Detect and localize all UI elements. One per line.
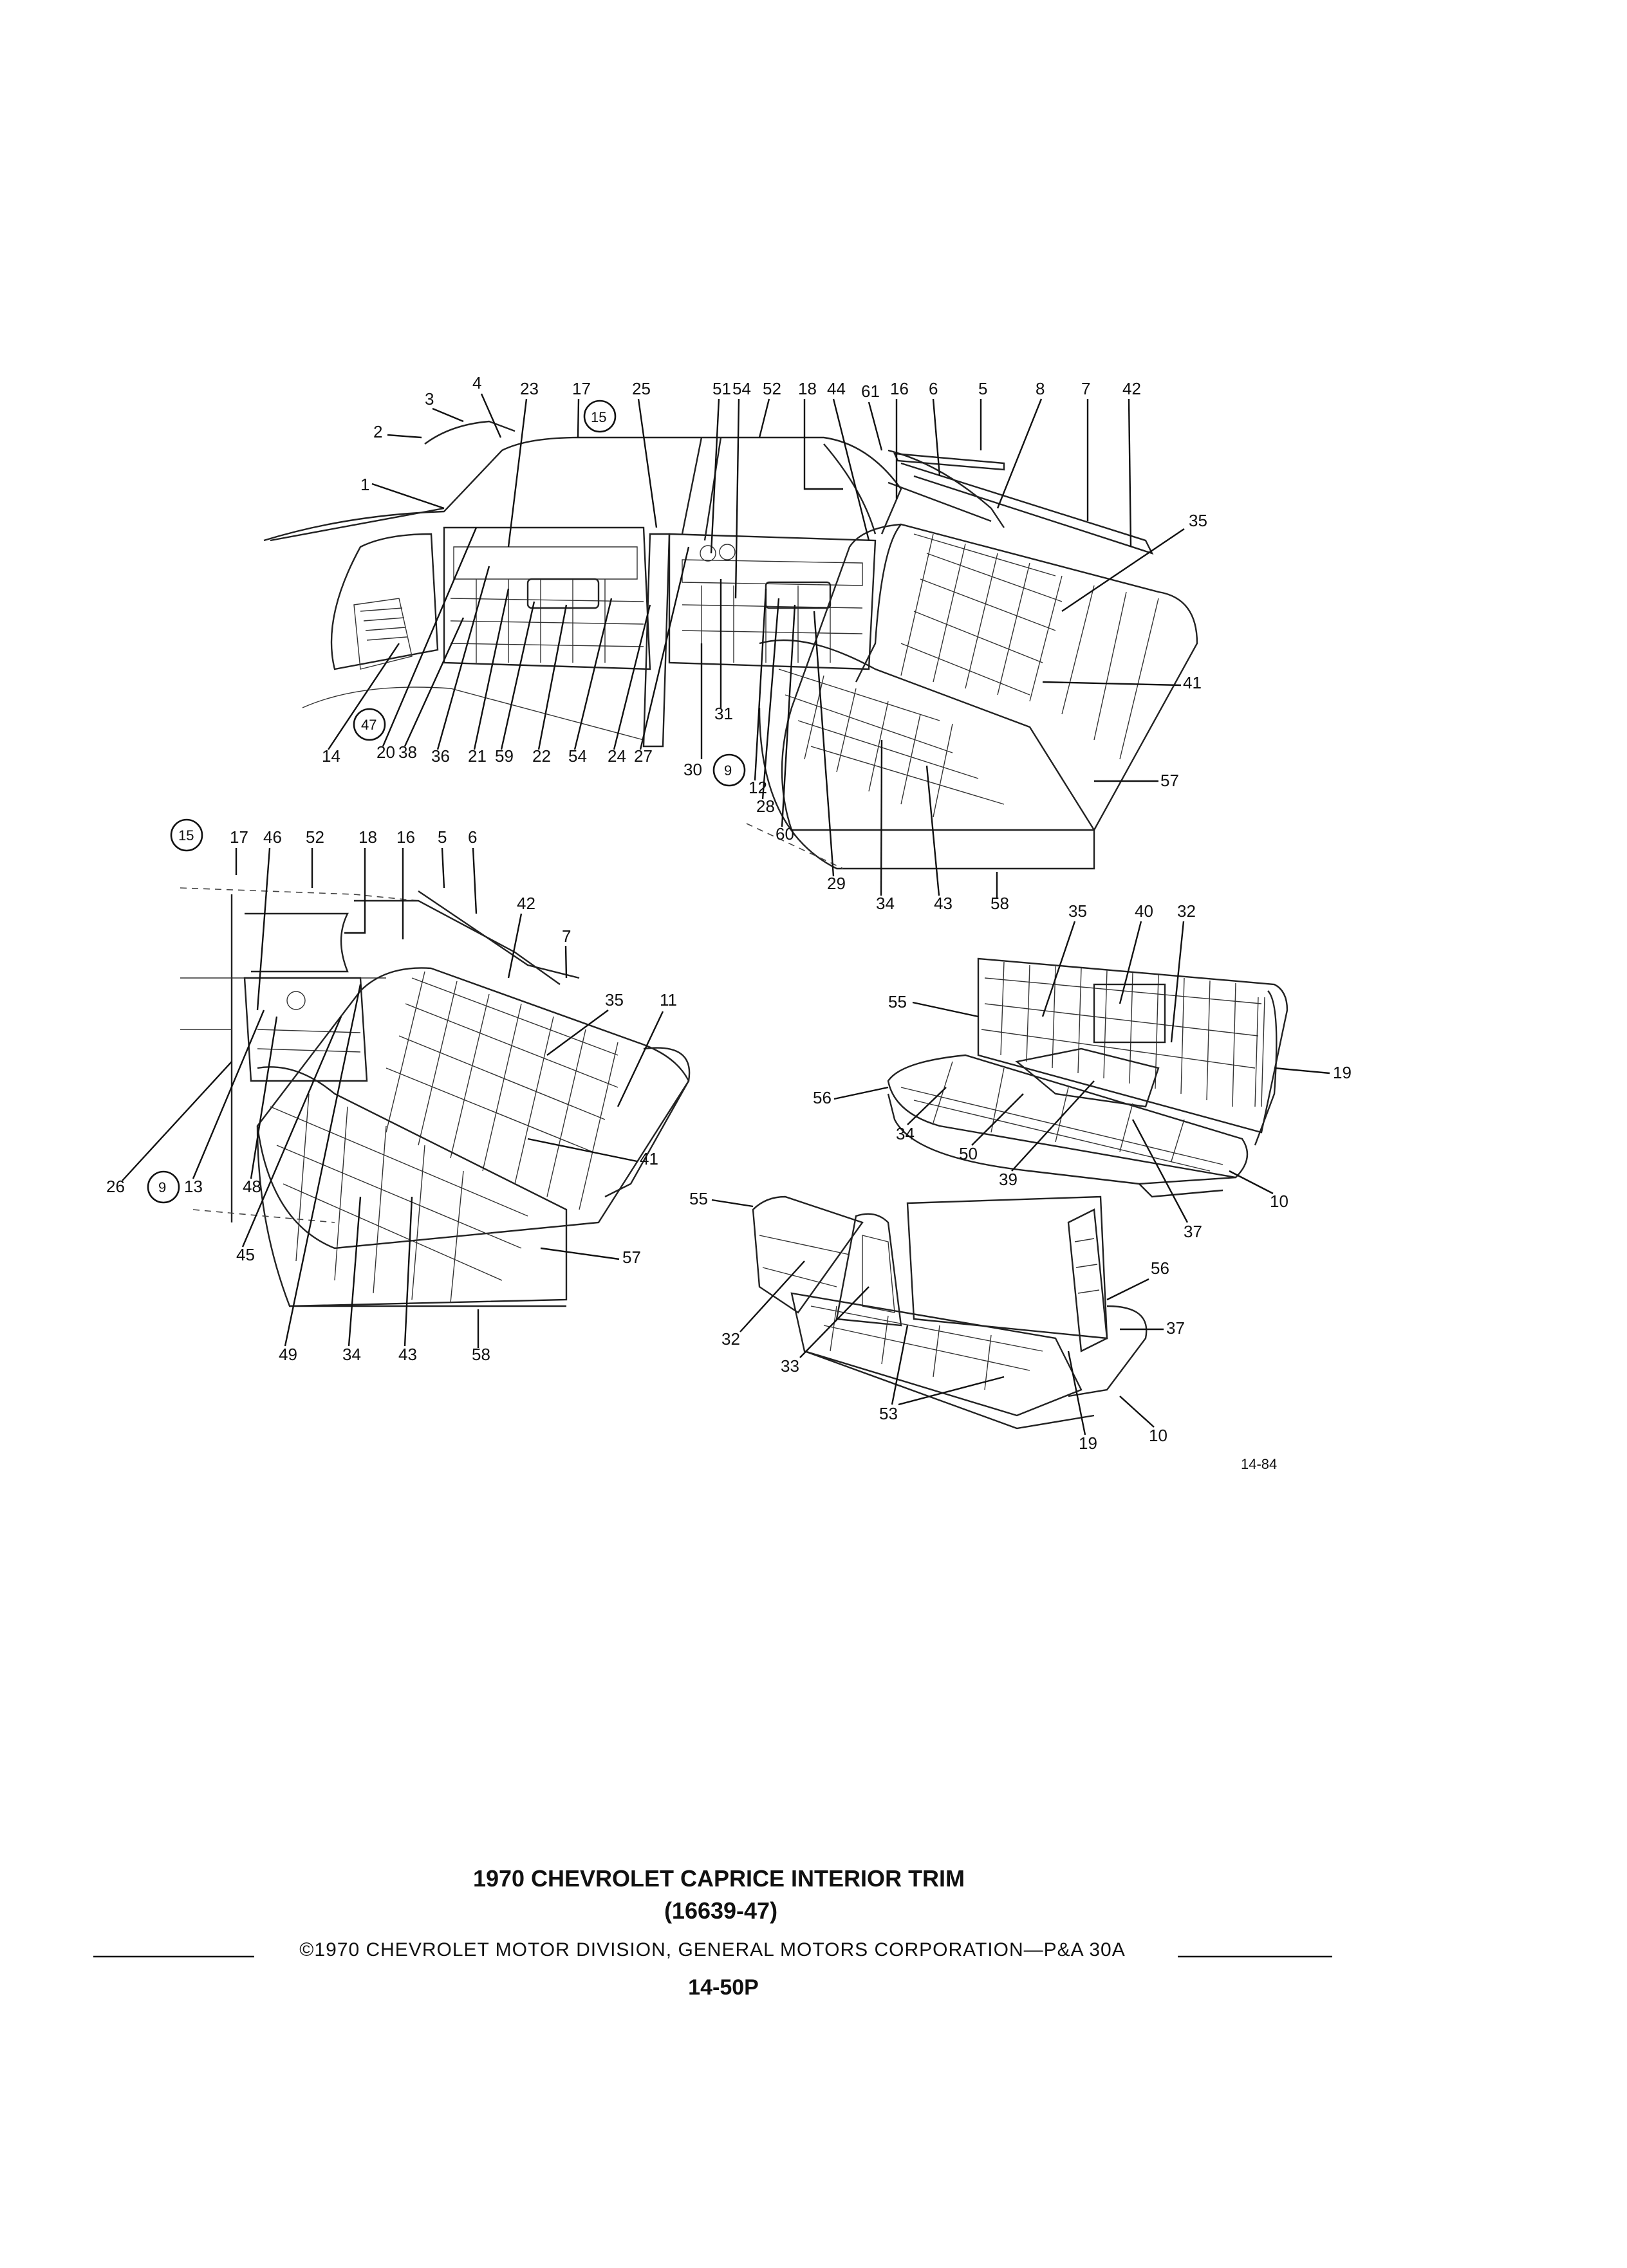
svg-text:48: 48	[243, 1177, 261, 1196]
svg-text:40: 40	[1135, 901, 1153, 921]
svg-text:49: 49	[279, 1345, 297, 1364]
svg-text:39: 39	[999, 1170, 1018, 1189]
svg-text:52: 52	[763, 379, 781, 398]
svg-text:53: 53	[879, 1404, 898, 1423]
svg-text:18: 18	[798, 379, 817, 398]
svg-text:10: 10	[1149, 1426, 1167, 1445]
svg-text:5: 5	[438, 827, 447, 847]
svg-text:1: 1	[360, 475, 370, 494]
svg-text:7: 7	[562, 927, 572, 946]
svg-text:44: 44	[827, 379, 846, 398]
svg-text:6: 6	[929, 379, 938, 398]
svg-text:34: 34	[342, 1345, 361, 1364]
svg-text:16: 16	[890, 379, 909, 398]
svg-text:13: 13	[184, 1177, 203, 1196]
svg-text:18: 18	[358, 827, 377, 847]
svg-text:58: 58	[472, 1345, 490, 1364]
svg-text:54: 54	[732, 379, 751, 398]
svg-text:37: 37	[1166, 1318, 1185, 1338]
svg-text:59: 59	[495, 746, 514, 766]
svg-text:37: 37	[1184, 1222, 1202, 1241]
svg-text:33: 33	[781, 1356, 799, 1376]
svg-text:50: 50	[959, 1144, 978, 1163]
svg-text:36: 36	[431, 746, 450, 766]
svg-text:51: 51	[712, 379, 731, 398]
lower-right-callouts	[813, 901, 1352, 1241]
svg-text:28: 28	[756, 797, 775, 816]
svg-text:3: 3	[425, 389, 434, 409]
svg-text:10: 10	[1270, 1192, 1288, 1211]
svg-text:19: 19	[1333, 1063, 1352, 1082]
upper-interior-view	[264, 421, 1197, 869]
svg-text:57: 57	[622, 1248, 641, 1267]
svg-text:46: 46	[263, 827, 282, 847]
svg-text:34: 34	[896, 1124, 915, 1143]
svg-text:7: 7	[1081, 379, 1091, 398]
svg-text:56: 56	[1151, 1258, 1169, 1278]
svg-text:8: 8	[1036, 379, 1045, 398]
svg-text:32: 32	[721, 1329, 740, 1349]
svg-text:57: 57	[1160, 771, 1179, 790]
svg-text:42: 42	[517, 894, 535, 913]
svg-text:54: 54	[568, 746, 587, 766]
svg-text:60: 60	[776, 824, 794, 844]
svg-text:5: 5	[978, 379, 988, 398]
svg-text:55: 55	[888, 992, 907, 1011]
svg-text:38: 38	[398, 742, 417, 762]
svg-text:29: 29	[827, 874, 846, 893]
svg-text:23: 23	[520, 379, 539, 398]
svg-text:47: 47	[361, 717, 377, 733]
lower-left-view	[180, 888, 689, 1306]
svg-text:16: 16	[396, 827, 415, 847]
svg-text:25: 25	[632, 379, 651, 398]
svg-text:35: 35	[1068, 901, 1087, 921]
svg-text:35: 35	[1189, 511, 1207, 530]
svg-text:21: 21	[468, 746, 487, 766]
svg-text:15: 15	[591, 409, 607, 425]
svg-text:15: 15	[178, 827, 194, 844]
svg-text:9: 9	[724, 762, 732, 779]
svg-text:24: 24	[608, 746, 626, 766]
svg-text:56: 56	[813, 1088, 832, 1107]
svg-text:26: 26	[106, 1177, 125, 1196]
svg-text:12: 12	[748, 778, 767, 797]
svg-text:31: 31	[714, 704, 733, 723]
svg-text:34: 34	[876, 894, 895, 913]
figure-reference: 14-84	[1241, 1456, 1278, 1472]
svg-text:42: 42	[1122, 379, 1141, 398]
svg-text:35: 35	[605, 990, 624, 1010]
svg-text:41: 41	[640, 1149, 658, 1168]
svg-text:6: 6	[468, 827, 478, 847]
lower-right-view	[888, 959, 1287, 1197]
svg-text:22: 22	[532, 746, 551, 766]
svg-text:20: 20	[377, 742, 395, 762]
svg-text:30: 30	[683, 760, 702, 779]
svg-text:52: 52	[306, 827, 324, 847]
document-title: 1970 CHEVROLET CAPRICE INTERIOR TRIM	[472, 1865, 965, 1892]
model-code: (16639-47)	[664, 1897, 778, 1924]
svg-text:2: 2	[373, 422, 383, 441]
svg-text:43: 43	[934, 894, 953, 913]
svg-text:27: 27	[634, 746, 653, 766]
svg-text:19: 19	[1079, 1434, 1097, 1453]
bottom-right-view	[753, 1197, 1146, 1428]
svg-text:17: 17	[572, 379, 591, 398]
svg-text:32: 32	[1177, 901, 1196, 921]
svg-text:14: 14	[322, 746, 340, 766]
svg-text:11: 11	[660, 990, 677, 1010]
copyright-line: ©1970 CHEVROLET MOTOR DIVISION, GENERAL MOTORS CORPORATION—P&A 30A	[299, 1939, 1126, 1960]
svg-text:41: 41	[1183, 673, 1202, 692]
svg-text:55: 55	[689, 1189, 708, 1208]
svg-text:58: 58	[990, 894, 1009, 913]
svg-text:43: 43	[398, 1345, 417, 1364]
svg-text:45: 45	[236, 1245, 255, 1264]
svg-text:4: 4	[472, 373, 482, 392]
svg-text:9: 9	[158, 1179, 167, 1195]
page-number: 14-50P	[688, 1975, 759, 2000]
svg-text:61: 61	[861, 382, 880, 401]
svg-text:17: 17	[230, 827, 248, 847]
